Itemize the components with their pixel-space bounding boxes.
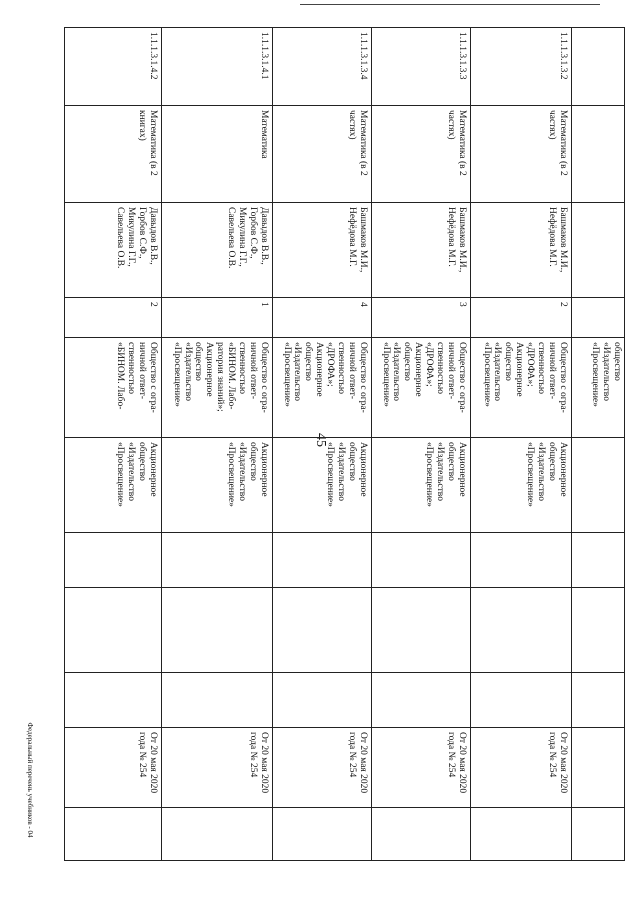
cell-empty [471,588,572,673]
cell-empty [572,673,625,728]
cell-publisher: Общество с огра-ничной ответ-ственностью «ДРОФА»; Акционерное общество «Издательство «Просвещение» [372,338,471,438]
cell-empty [572,808,625,861]
top-rule [300,4,600,5]
cell-grade [572,298,625,338]
cell-empty [273,588,372,673]
cell-empty [273,808,372,861]
cell-publisher: общество «Издательство «Просвещение» [572,338,625,438]
cell-empty [162,808,273,861]
cell-empty [65,588,162,673]
cell-authors [572,203,625,298]
footer-text: Федеральный перечень учебников - 04 [26,722,34,838]
cell-code: 1.1.1.3.1.3.3 [372,28,471,106]
cell-subject: Математика (в 2 частях) [471,106,572,203]
table-row [273,28,372,861]
cell-empty [162,673,273,728]
cell-empty [471,533,572,588]
cell-rights-holder: Акционерное общество «Издательство «Просвещение» [471,438,572,533]
cell-authors: Башмаков М.И., Нефёдова М.Г. [471,203,572,298]
cell-authors: Башмаков М.И., Нефёдова М.Г. [273,203,372,298]
cell-empty [162,588,273,673]
cell-date: От 20 мая 2020 года № 254 [162,728,273,808]
cell-date: От 20 мая 2020 года № 254 [65,728,162,808]
cell-subject: Математика (в 2 частях) [372,106,471,203]
cell-rights-holder: Акционерное общество «Издательство «Просвещение» [162,438,273,533]
cell-empty [162,533,273,588]
cell-empty [572,728,625,808]
table-row [372,28,471,861]
cell-empty [372,673,471,728]
cell-empty [372,533,471,588]
cell-code: 1.1.1.3.1.3.2 [471,28,572,106]
cell-publisher: Общество с огра-ничной ответ-ственностью «БИНОМ. Лабо-ратория знаний»; Акционерное общество «Издательство «Просвещение» [162,338,273,438]
cell-date: От 20 мая 2020 года № 254 [372,728,471,808]
table-row-partial [572,28,625,861]
cell-code [572,28,625,106]
textbook-table [64,27,625,861]
cell-empty [65,808,162,861]
cell-rights-holder: Акционерное общество «Издательство «Просвещение» [273,438,372,533]
cell-subject [572,106,625,203]
rotated-table-container [65,27,625,860]
cell-empty [471,673,572,728]
table-row [65,28,162,861]
cell-subject: Математика [162,106,273,203]
cell-publisher: Общество с огра-ничной ответ-ственностью «БИНОМ. Лабо- [65,338,162,438]
cell-empty [572,588,625,673]
cell-empty [65,533,162,588]
cell-grade: 1 [162,298,273,338]
cell-publisher: Общество с огра-ничной ответ-ственностью «ДРОФА»; Акционерное общество «Издательство «Просвещение» [273,338,372,438]
cell-authors: Давыдов В.В., Горбов С.Ф., Микулина Г.Г., Савельева О.В. [162,203,273,298]
cell-subject: Математика (в 2 книгах) [65,106,162,203]
page-number: 45 [313,433,328,447]
cell-grade: 2 [471,298,572,338]
cell-date: От 20 мая 2020 года № 254 [273,728,372,808]
cell-empty [372,808,471,861]
cell-rights-holder [572,438,625,533]
cell-code: 1.1.1.3.1.4.2 [65,28,162,106]
cell-grade: 3 [372,298,471,338]
cell-empty [273,673,372,728]
cell-authors: Башмаков М.И., Нефёдова М.Г. [372,203,471,298]
cell-publisher: Общество с огра-ничной ответ-ственностью «ДРОФА»; Акционерное общество «Издательство «Просвещение» [471,338,572,438]
cell-authors: Давыдов В.В., Горбов С.Ф., Микулина Г.Г., Савельева О.В. [65,203,162,298]
cell-empty [572,533,625,588]
table-row [471,28,572,861]
table-row [162,28,273,861]
cell-empty [65,673,162,728]
cell-code: 1.1.1.3.1.3.4 [273,28,372,106]
cell-subject: Математика (в 2 частях) [273,106,372,203]
cell-rights-holder: Акционерное общество «Издательство «Просвещение» [372,438,471,533]
cell-empty [273,533,372,588]
cell-empty [471,808,572,861]
cell-code: 1.1.1.3.1.4.1 [162,28,273,106]
table-region [65,27,625,860]
cell-empty [372,588,471,673]
cell-date: От 20 мая 2020 года № 254 [471,728,572,808]
cell-rights-holder: Акционерное общество «Издательство «Просвещение» [65,438,162,533]
cell-grade: 2 [65,298,162,338]
cell-grade: 4 [273,298,372,338]
